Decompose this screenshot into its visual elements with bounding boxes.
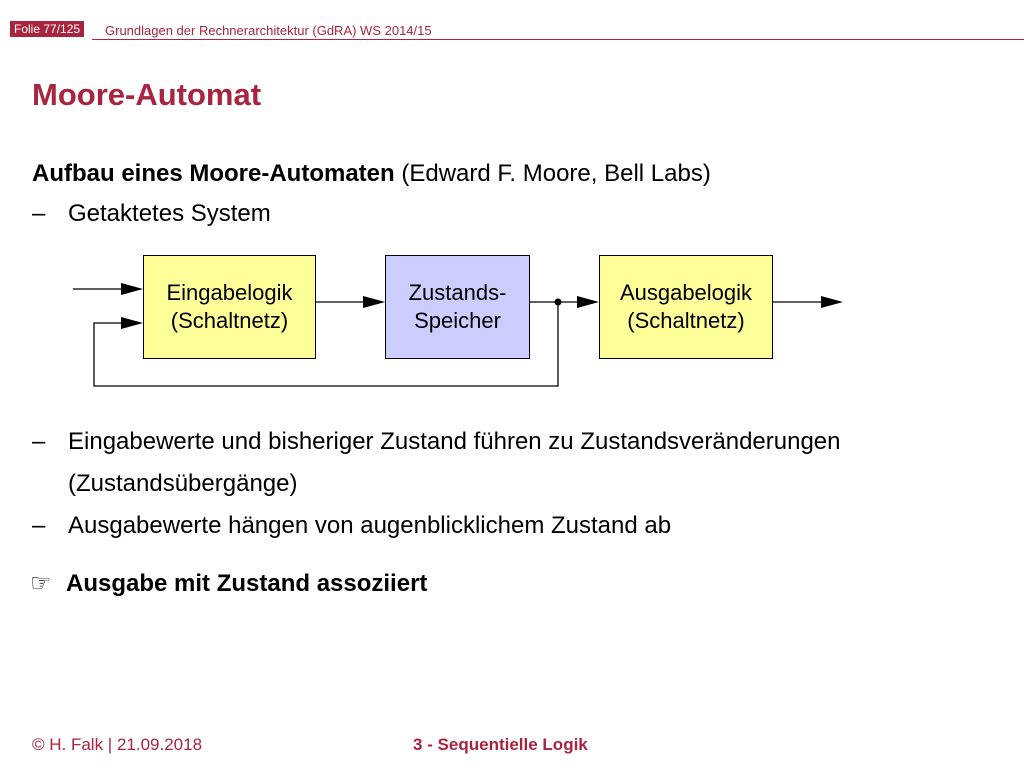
pointing-hand-icon: ☞ <box>30 570 52 597</box>
state-memory-box <box>385 255 530 359</box>
junction-dot <box>555 299 562 306</box>
input-logic-label: Eingabelogik <box>166 280 293 305</box>
bullet-text: Getaktetes System <box>68 200 271 227</box>
input-arrowhead <box>121 283 143 295</box>
arrowhead-1-2 <box>363 296 385 308</box>
bullet-dash: – <box>32 200 46 227</box>
bullet-text: Eingabewerte und bisheriger Zustand führen zu Zustandsveränderungen <box>68 428 841 455</box>
output-logic-box <box>599 255 773 359</box>
footer-chapter: 3 - Sequentielle Logik <box>413 735 588 754</box>
input-logic-sublabel: (Schaltnetz) <box>170 308 289 333</box>
section-heading-bold: Aufbau eines Moore-Automaten <box>32 160 395 187</box>
output-logic-label: Ausgabelogik <box>619 280 753 305</box>
state-memory-label: Zustands- <box>408 280 507 305</box>
bullet-state-transitions <box>32 428 841 456</box>
output-arrowhead <box>821 296 843 308</box>
bullet-state-transitions-cont: (Zustandsübergänge) <box>68 470 298 497</box>
bullet-text: Ausgabewerte hängen von augenblicklichem Zustand ab <box>68 512 672 539</box>
arrowhead-2-3 <box>577 296 599 308</box>
section-heading-rest: (Edward F. Moore, Bell Labs) <box>394 160 711 187</box>
input-logic-box <box>143 255 316 359</box>
footer-author-date: © H. Falk | 21.09.2018 <box>32 735 203 754</box>
state-memory-sublabel: Speicher <box>414 308 501 333</box>
conclusion <box>30 569 427 598</box>
slide-title: Moore-Automat <box>32 77 262 112</box>
bullet-dash: – <box>32 428 46 455</box>
slide-number-badge: Folie 77/125 <box>10 21 84 37</box>
bullet-dash: – <box>32 512 46 539</box>
conclusion-text: Ausgabe mit Zustand assoziiert <box>66 570 428 597</box>
course-title: Grundlagen der Rechnerarchitektur (GdRA) WS 2014/15 <box>105 23 432 38</box>
output-logic-sublabel: (Schaltnetz) <box>627 308 745 333</box>
feedback-arrowhead <box>121 317 143 329</box>
bullet-output-values <box>32 512 671 540</box>
